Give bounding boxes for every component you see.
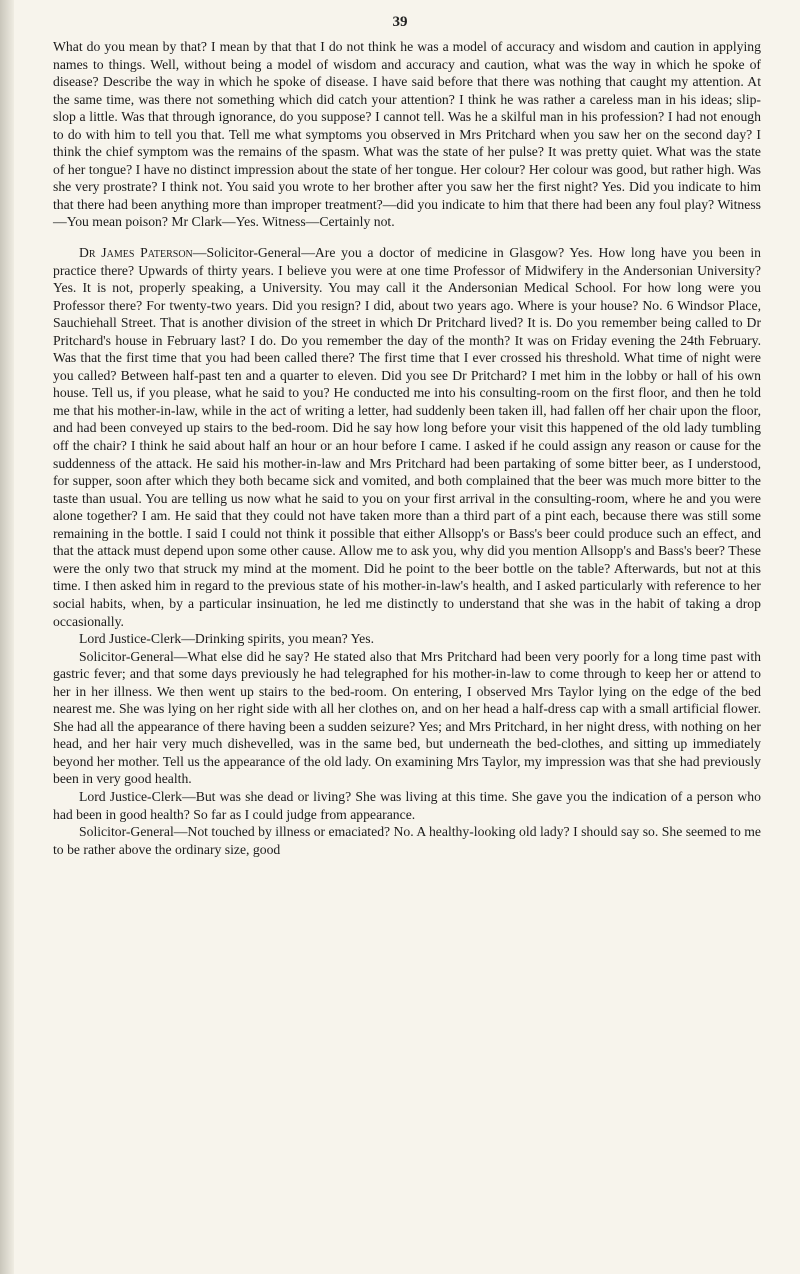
paragraph bbox=[53, 244, 761, 630]
paragraph: What do you mean by that? I mean by that that I do not think he was a model of accuracy and wisdom and caution in applying names to things. Well, without being a model of wisdom and accuracy and caution, what was the way in which he spoke of disease? Describe the way in which he spoke of disease. I have said before that there was nothing that caught my attention. At the same time, was there not something which did catch your attention? I think he was rather a careless man in his ideas; slip-slop a little. Was that through ignorance, do you suppose? I cannot tell. Was he a skilful man in his profession? I had not enough to do with him to tell you that. Tell me what symptoms you observed in Mrs Pritchard when you saw her on the second day? I think the chief symptom was the remains of the spasm. What was the state of her pulse? It was pretty quiet. What was the state of her tongue? I have no distinct impression about the state of her tongue. Her colour? Her colour was good, but rather high. Was she very prostrate? I think not. You said you wrote to her brother after you saw her the first night? Yes. Did you indicate to him that there had been anything more than improper treatment?—did you indicate to him that there had been any foul play? Witness—You mean poison? Mr Clark—Yes. Witness—Certainly not. bbox=[53, 39, 761, 230]
paragraph-text: —Solicitor-General—Are you a doctor of medicine in Glasgow? Yes. How long have you been in practice there? Upwards of thirty years. I believe you were at one time Professor of Midwifery in the Andersonian University? Yes. It is not, properly speaking, a University. You may call it the Andersonian Medical School. For how long were you Professor there? For twenty-two years. Did you resign? I did, about two years ago. Where is your house? No. 6 Windsor Place, Sauchiehall Street. That is another division of the street in which Dr Pritchard lived? It is. Do you remember being called to Dr Pritchard's house in February last? I do. Do you remember the day of the month? It was on Friday evening the 24th February. Was that the first time that you had been called there? The first time that I ever crossed his threshold. What time of night were you called? Between half-past ten and a quarter to eleven. Did you see Dr Pritchard? I met him in the lobby or hall of his own house. Tell us, if you please, what he said to you? He conducted me into his consulting-room on the first floor, and then he told me that his mother-in-law, while in the act of writing a letter, had suddenly been taken ill, had fallen off her chair upon the floor, and had been conveyed up stairs to the bed-room. Did he say how long before your visit this happened of the old lady tumbling off the chair? I think he said about half an hour or an hour before I came. I asked if he could assign any reason or cause for the suddenness of the attack. He said his mother-in-law and Mrs Pritchard had been partaking of some bitter beer, as I understood, for supper, soon after which they both became sick and vomited, and both complained that the beer was much more bitter to the taste than usual. You are telling us now what he said to you on your first arrival in the consulting-room, where he and you were alone together? I am. He said that they could not have taken more than a third part of a pint each, because there was still some remaining in the bottle. I said I could not think it possible that either Allsopp's or Bass's beer could produce such an effect, and that the attack must depend upon some other cause. Allow me to ask you, why did you mention Allsopp's and Bass's beer? These were the only two that struck my mind at the moment. Did he point to the beer bottle on the table? Afterwards, but not at this time. I then asked him in regard to the previous state of his mother-in-law's health, and I asked particularly with reference to her social habits, when, by a particular insinuation, he led me distinctly to understand that she was in the habit of taking a drop occasionally. bbox=[53, 245, 761, 629]
page-binding-shadow bbox=[0, 0, 14, 1274]
paragraph: Solicitor-General—What else did he say? He stated also that Mrs Pritchard had been very poorly for a long time past with gastric fever; and that some days previously he had telegraphed for his mother-in-law to come through to keep her or attend to her in her illness. We then went up stairs to the bed-room. On entering, I observed Mrs Taylor lying on the edge of the bed nearest me. She was lying on her right side with all her clothes on, and on her head a half-dress cap with a small artificial flower. She had all the appearance of there having been a sudden seizure? Yes; and Mrs Pritchard, in her night dress, with nothing on her head, and her hair very much dishevelled, was in the same bed, but underneath the bed-clothes, and sitting up immediately beyond her mother. Tell us the appearance of the old lady. On examining Mrs Taylor, my impression was that she had previously been in very good health. bbox=[53, 648, 761, 787]
page-text bbox=[53, 38, 761, 858]
paragraph: Solicitor-General—Not touched by illness or emaciated? No. A healthy-looking old lady? I should say so. She seemed to me to be rather above the ordinary size, good bbox=[53, 824, 761, 857]
speaker-name: Dr James Paterson bbox=[79, 245, 193, 261]
paragraph: Lord Justice-Clerk—Drinking spirits, you mean? Yes. bbox=[79, 631, 375, 647]
paragraph: Lord Justice-Clerk—But was she dead or living? She was living at this time. She gave you the indication of a person who had been in good health? So far as I could judge from appearance. bbox=[53, 788, 761, 822]
page-number: 39 bbox=[392, 14, 408, 30]
